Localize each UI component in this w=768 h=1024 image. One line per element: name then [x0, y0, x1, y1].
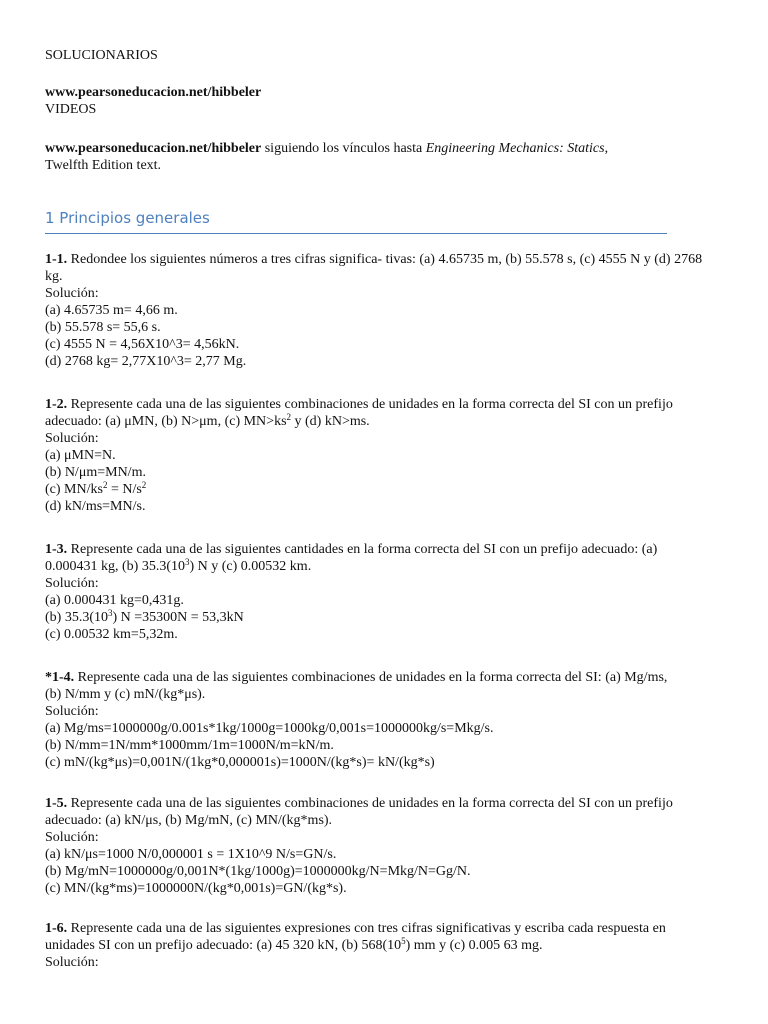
solucion-label: Solución:: [45, 431, 99, 446]
problem-1-3: 1-3. Represente cada una de las siguientes cantidades en la forma correcta del SI con un prefijo adecuado: (a) 0.000431 kg, (b) $35.3(10^3)$ N y (c) 0.00532 km. Solución: (a) 0.000431 kg=0,431g. (b) $35.3(10^3)$ N =35300N = 53,3kN (c) 0.00532 km=5,32m.: [45, 541, 718, 643]
solucion-label: Solución:: [45, 576, 99, 591]
problem-1-6: 1-6. Represente cada una de las siguientes expresiones con tres cifras significativas y escriba cada respuesta en unidades SI con un prefijo adecuado: (a) 45 320 kN, (b) $568(10^5)$ mm y (c) 0.005 63 mg. Solución:: [45, 920, 718, 971]
follow-text: siguiendo los vínculos hasta: [261, 141, 426, 156]
problem-number: *1-4.: [45, 670, 75, 685]
problem-1-5: 1-5. Represente cada una de las siguientes combinaciones de unidades en la forma correcta del SI con un prefijo adecuado: (a) kN/μs, (b) Mg/mN, (c) MN/(kg*ms). Solución: (a) kN/μs=1000 N/0,000001 s = 1X10^9 N/s=GN/s. (b) Mg/mN=1000000g/0,001N*(1kg/1000g)=1000000kg/N=Mkg/N=Gg/N. (c) MN/(kg*ms)=1000000N/(kg*0,001s)=GN/(kg*s).: [45, 795, 718, 897]
pearson-url-2[interactable]: www.pearsoneducacion.net/hibbeler: [45, 141, 262, 156]
problem-number: 1-2.: [45, 397, 68, 412]
pearson-url-1[interactable]: www.pearsoneducacion.net/hibbeler: [45, 85, 262, 100]
problem-1-2: 1-2. Represente cada una de las siguientes combinaciones de unidades en la forma correcta del SI con un prefijo adecuado: (a) μMN, (b) N>μm, (c) $MN>ks^2$ y (d) kN>ms. Solución: (a) μMN=N. (b) N/μm=MN/m. (c) $MN/ks^2 = N/s^2$ (d) kN/ms=MN/s.: [45, 396, 718, 515]
answer-a: (a) 4.65735 m= 4,66 m.: [45, 303, 178, 318]
header-block: [45, 47, 718, 64]
solucion-label: Solución:: [45, 704, 99, 719]
section-heading: 1 Principios generales: [45, 208, 667, 234]
problem-number: 1-1.: [45, 252, 68, 267]
url-block-1: [45, 84, 718, 118]
edition-text: Twelfth Edition text.: [45, 158, 162, 173]
answer-a: (a) μMN=N.: [45, 448, 116, 463]
answer-d: (d) kN/ms=MN/s.: [45, 499, 146, 514]
solucion-label: Solución:: [45, 286, 99, 301]
answer-b: (b) N/μm=MN/m.: [45, 465, 146, 480]
problem-number: 1-6.: [45, 921, 68, 936]
answer-c: (c) 4555 N = 4,56X10^3= 4,56kN.: [45, 337, 240, 352]
videos-label: VIDEOS: [45, 102, 97, 117]
solucion-label: Solución:: [45, 830, 99, 845]
answer-c: (c) $MN/ks^2 = N/s^2$: [45, 480, 147, 497]
solucion-label: Solución:: [45, 955, 99, 970]
answer-b: (b) $35.3(10^3)$ N =35300N = 53,3kN: [45, 608, 244, 625]
problem-1-4: *1-4. Represente cada una de las siguientes combinaciones de unidades en la forma correcta del SI: (a) Mg/ms, (b) N/mm y (c) mN/(kg*μs). Solución: (a) Mg/ms=1000000g/0.001s*1kg/1000g=1000kg/0,001s=1000000kg/s=Mkg/s. (b) N/mm=1N/mm*1000mm/1m=1000N/m=kN/m. (c) mN/(kg*μs)=0,001N/(1kg*0,000001s)=1000N/(kg*s)= kN/(kg*s): [45, 669, 718, 771]
answer-c: (c) mN/(kg*μs)=0,001N/(1kg*0,000001s)=1000N/(kg*s)= kN/(kg*s): [45, 755, 435, 770]
problem-number: 1-5.: [45, 796, 68, 811]
book-title: Engineering Mechanics: Statics: [425, 141, 605, 156]
solucionarios-label: SOLUCIONARIOS: [45, 48, 158, 63]
problem-number: 1-3.: [45, 542, 68, 557]
answer-a: (a) kN/μs=1000 N/0,000001 s = 1X10^9 N/s=GN/s.: [45, 847, 337, 862]
url-block-2: www.pearsoneducacion.net/hibbeler siguiendo los vínculos hasta Engineering Mechanics: Statics, Twelfth Edition text.: [45, 140, 718, 174]
answer-b: (b) N/mm=1N/mm*1000mm/1m=1000N/m=kN/m.: [45, 738, 334, 753]
answer-b: (b) Mg/mN=1000000g/0,001N*(1kg/1000g)=1000000kg/N=Mkg/N=Gg/N.: [45, 864, 471, 879]
answer-b: (b) 55.578 s= 55,6 s.: [45, 320, 161, 335]
problem-1-1: [45, 251, 718, 370]
answer-a: (a) Mg/ms=1000000g/0.001s*1kg/1000g=1000kg/0,001s=1000000kg/s=Mkg/s.: [45, 721, 494, 736]
answer-d: (d) 2768 kg= 2,77X10^3= 2,77 Mg.: [45, 354, 247, 369]
answer-c: (c) 0.00532 km=5,32m.: [45, 627, 178, 642]
problem-statement: Redondee los siguientes números a tres cifras significa- tivas: (a) 4.65735 m, (b) 55.578 s, (c) 4555 N y (d) 2768 kg.: [45, 252, 703, 284]
answer-a: (a) 0.000431 kg=0,431g.: [45, 593, 184, 608]
answer-c: (c) MN/(kg*ms)=1000000N/(kg*0,001s)=GN/(kg*s).: [45, 881, 347, 896]
